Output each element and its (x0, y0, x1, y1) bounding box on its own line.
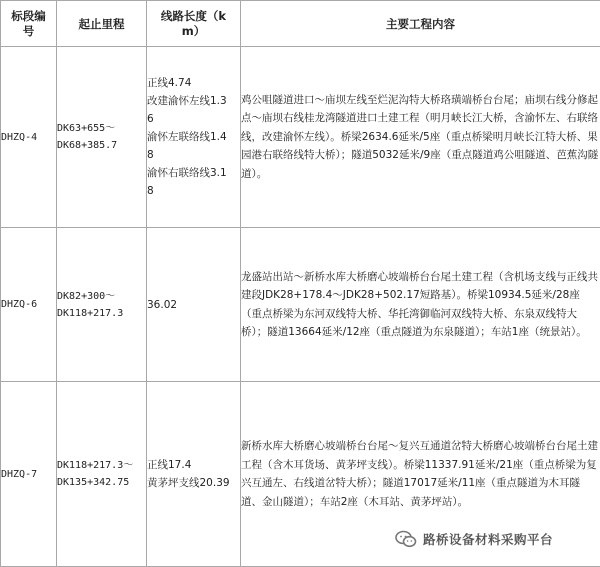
table-row (1, 47, 600, 228)
content-cell: 龙盛站出站～新桥水库大桥磨心坡端桥台台尾土建工程（含机场支线与正线共建段JDK28+178.4～JDK28+502.17短路基）。桥梁10934.5延米/28座（重点桥梁为东河双线特大桥、华托湾御临河双线特大桥、东泉双线特大桥）；隧道13664延米/12座（重点隧道为东泉隧道）；车站1座（统景站）。 (241, 228, 600, 382)
length-line: 8 (147, 185, 154, 197)
section-cell: DHZQ-7 (1, 382, 57, 567)
content-cell: 鸡公咀隧道进口～庙坝左线至烂泥沟特大桥珞璜端桥台台尾；庙坝右线分修起点～庙坝右线桂龙湾隧道进口土建工程（明月峡长江大桥，含渝怀左、右联络线，改建渝怀左线）。桥梁2634.6延米/5座（重点桥梁明月峡长江特大桥、果园港右联络线特大桥）；隧道5032延米/9座（重点隧道鸡公咀隧道、芭蕉沟隧道）。 (241, 47, 600, 228)
header-length-line1: 线路长度（k (160, 8, 227, 23)
length-line: 36.02 (147, 298, 178, 311)
mileage-start: DK63+655～ (57, 123, 116, 134)
section-cell: DHZQ-4 (1, 47, 57, 228)
length-cell (147, 228, 241, 382)
mileage-cell (57, 228, 147, 382)
watermark-text: 路桥设备材料采购平台 (423, 532, 554, 547)
table-row (1, 228, 600, 382)
header-section-line2: 号 (22, 23, 35, 38)
header-section-line1: 标段编 (11, 8, 46, 23)
length-line: 渝怀右联络线3.1 (147, 167, 227, 179)
wechat-icon (395, 530, 417, 548)
header-mileage: 起止里程 (57, 1, 147, 47)
length-line: 正线17.4 (147, 459, 192, 471)
watermark (395, 530, 553, 548)
length-line: 黄茅坪支线20.39 (147, 477, 230, 489)
mileage-end: DK68+385.7 (57, 140, 118, 151)
header-length (147, 1, 241, 47)
header-section (1, 1, 57, 47)
table-header-row (1, 1, 600, 47)
mileage-end: DK135+342.75 (57, 477, 130, 488)
mileage-start: DK118+217.3～ (57, 460, 134, 471)
header-length-line2: m） (181, 23, 206, 38)
header-content: 主要工程内容 (241, 1, 600, 47)
length-line: 渝怀左联络线1.4 (147, 131, 227, 143)
mileage-cell (57, 47, 147, 228)
mileage-start: DK82+300～ (57, 290, 116, 302)
length-cell (147, 47, 241, 228)
mileage-end: DK118+217.3 (57, 307, 124, 319)
mileage-cell (57, 382, 147, 567)
length-line: 6 (147, 113, 154, 125)
length-line: 8 (147, 149, 154, 161)
content-cell: 新桥水库大桥磨心坡端桥台台尾～复兴互通道岔特大桥磨心坡端桥台台尾土建工程（含木耳货场、黄茅坪支线）。桥梁11337.91延米/21座（重点桥梁为复兴互通左、右线道岔特大桥）；隧道17017延米/11座（重点隧道为木耳隧道、金山隧道）；车站2座（木耳站、黄茅坪站）。 (241, 382, 600, 567)
length-line: 改建渝怀左线1.3 (147, 95, 227, 107)
section-cell: DHZQ-6 (1, 228, 57, 382)
length-line: 正线4.74 (147, 77, 192, 89)
length-cell (147, 382, 241, 567)
